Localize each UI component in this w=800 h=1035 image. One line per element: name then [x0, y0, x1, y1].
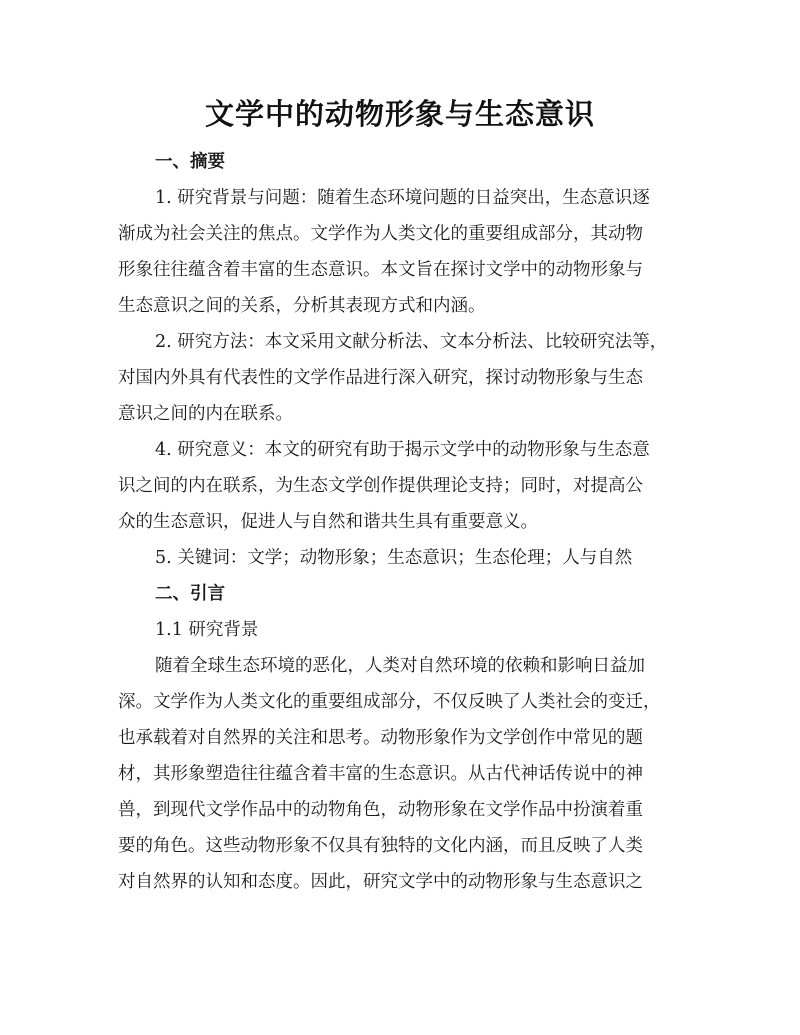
section-heading-introduction: 二、引言: [155, 584, 225, 604]
abstract-item-2-line: 意识之间的内在联系。: [118, 404, 293, 424]
abstract-item-1-line: 形象往往蕴含着丰富的生态意识。本文旨在探讨文学中的动物形象与: [118, 260, 643, 280]
abstract-item-4-line: 4. 研究意义：本文的研究有助于揭示文学中的动物形象与生态意: [155, 440, 650, 460]
abstract-item-1-line: 1. 研究背景与问题：随着生态环境问题的日益突出，生态意识逐: [155, 188, 650, 208]
background-paragraph-line: 随着全球生态环境的恶化，人类对自然环境的依赖和影响日益加: [155, 656, 645, 676]
section-heading-abstract: 一、摘要: [155, 152, 225, 172]
background-paragraph-line: 兽，到现代文学作品中的动物角色，动物形象在文学作品中扮演着重: [118, 800, 643, 820]
abstract-item-2-line: 2. 研究方法：本文采用文献分析法、文本分析法、比较研究法等，: [155, 332, 668, 352]
background-paragraph-line: 对自然界的认知和态度。因此，研究文学中的动物形象与生态意识之: [118, 872, 643, 892]
subsection-heading-background: 1.1 研究背景: [155, 620, 259, 640]
background-paragraph-line: 深。文学作为人类文化的重要组成部分，不仅反映了人类社会的变迁，: [118, 692, 661, 712]
document-title: 文学中的动物形象与生态意识: [204, 97, 595, 131]
abstract-item-2-line: 对国内外具有代表性的文学作品进行深入研究，探讨动物形象与生态: [118, 368, 643, 388]
keywords-line: 5. 关键词：文学；动物形象；生态意识；生态伦理；人与自然: [155, 548, 633, 568]
abstract-item-1-line: 渐成为社会关注的焦点。文学作为人类文化的重要组成部分，其动物: [118, 224, 643, 244]
abstract-item-4-line: 识之间的内在联系，为生态文学创作提供理论支持；同时，对提高公: [118, 476, 643, 496]
background-paragraph-line: 要的角色。这些动物形象不仅具有独特的文化内涵，而且反映了人类: [118, 836, 643, 856]
abstract-item-1-line: 生态意识之间的关系，分析其表现方式和内涵。: [118, 296, 486, 316]
background-paragraph-line: 材，其形象塑造往往蕴含着丰富的生态意识。从古代神话传说中的神: [118, 764, 643, 784]
abstract-item-4-line: 众的生态意识，促进人与自然和谐共生具有重要意义。: [118, 512, 538, 532]
background-paragraph-line: 也承载着对自然界的关注和思考。动物形象作为文学创作中常见的题: [118, 728, 643, 748]
